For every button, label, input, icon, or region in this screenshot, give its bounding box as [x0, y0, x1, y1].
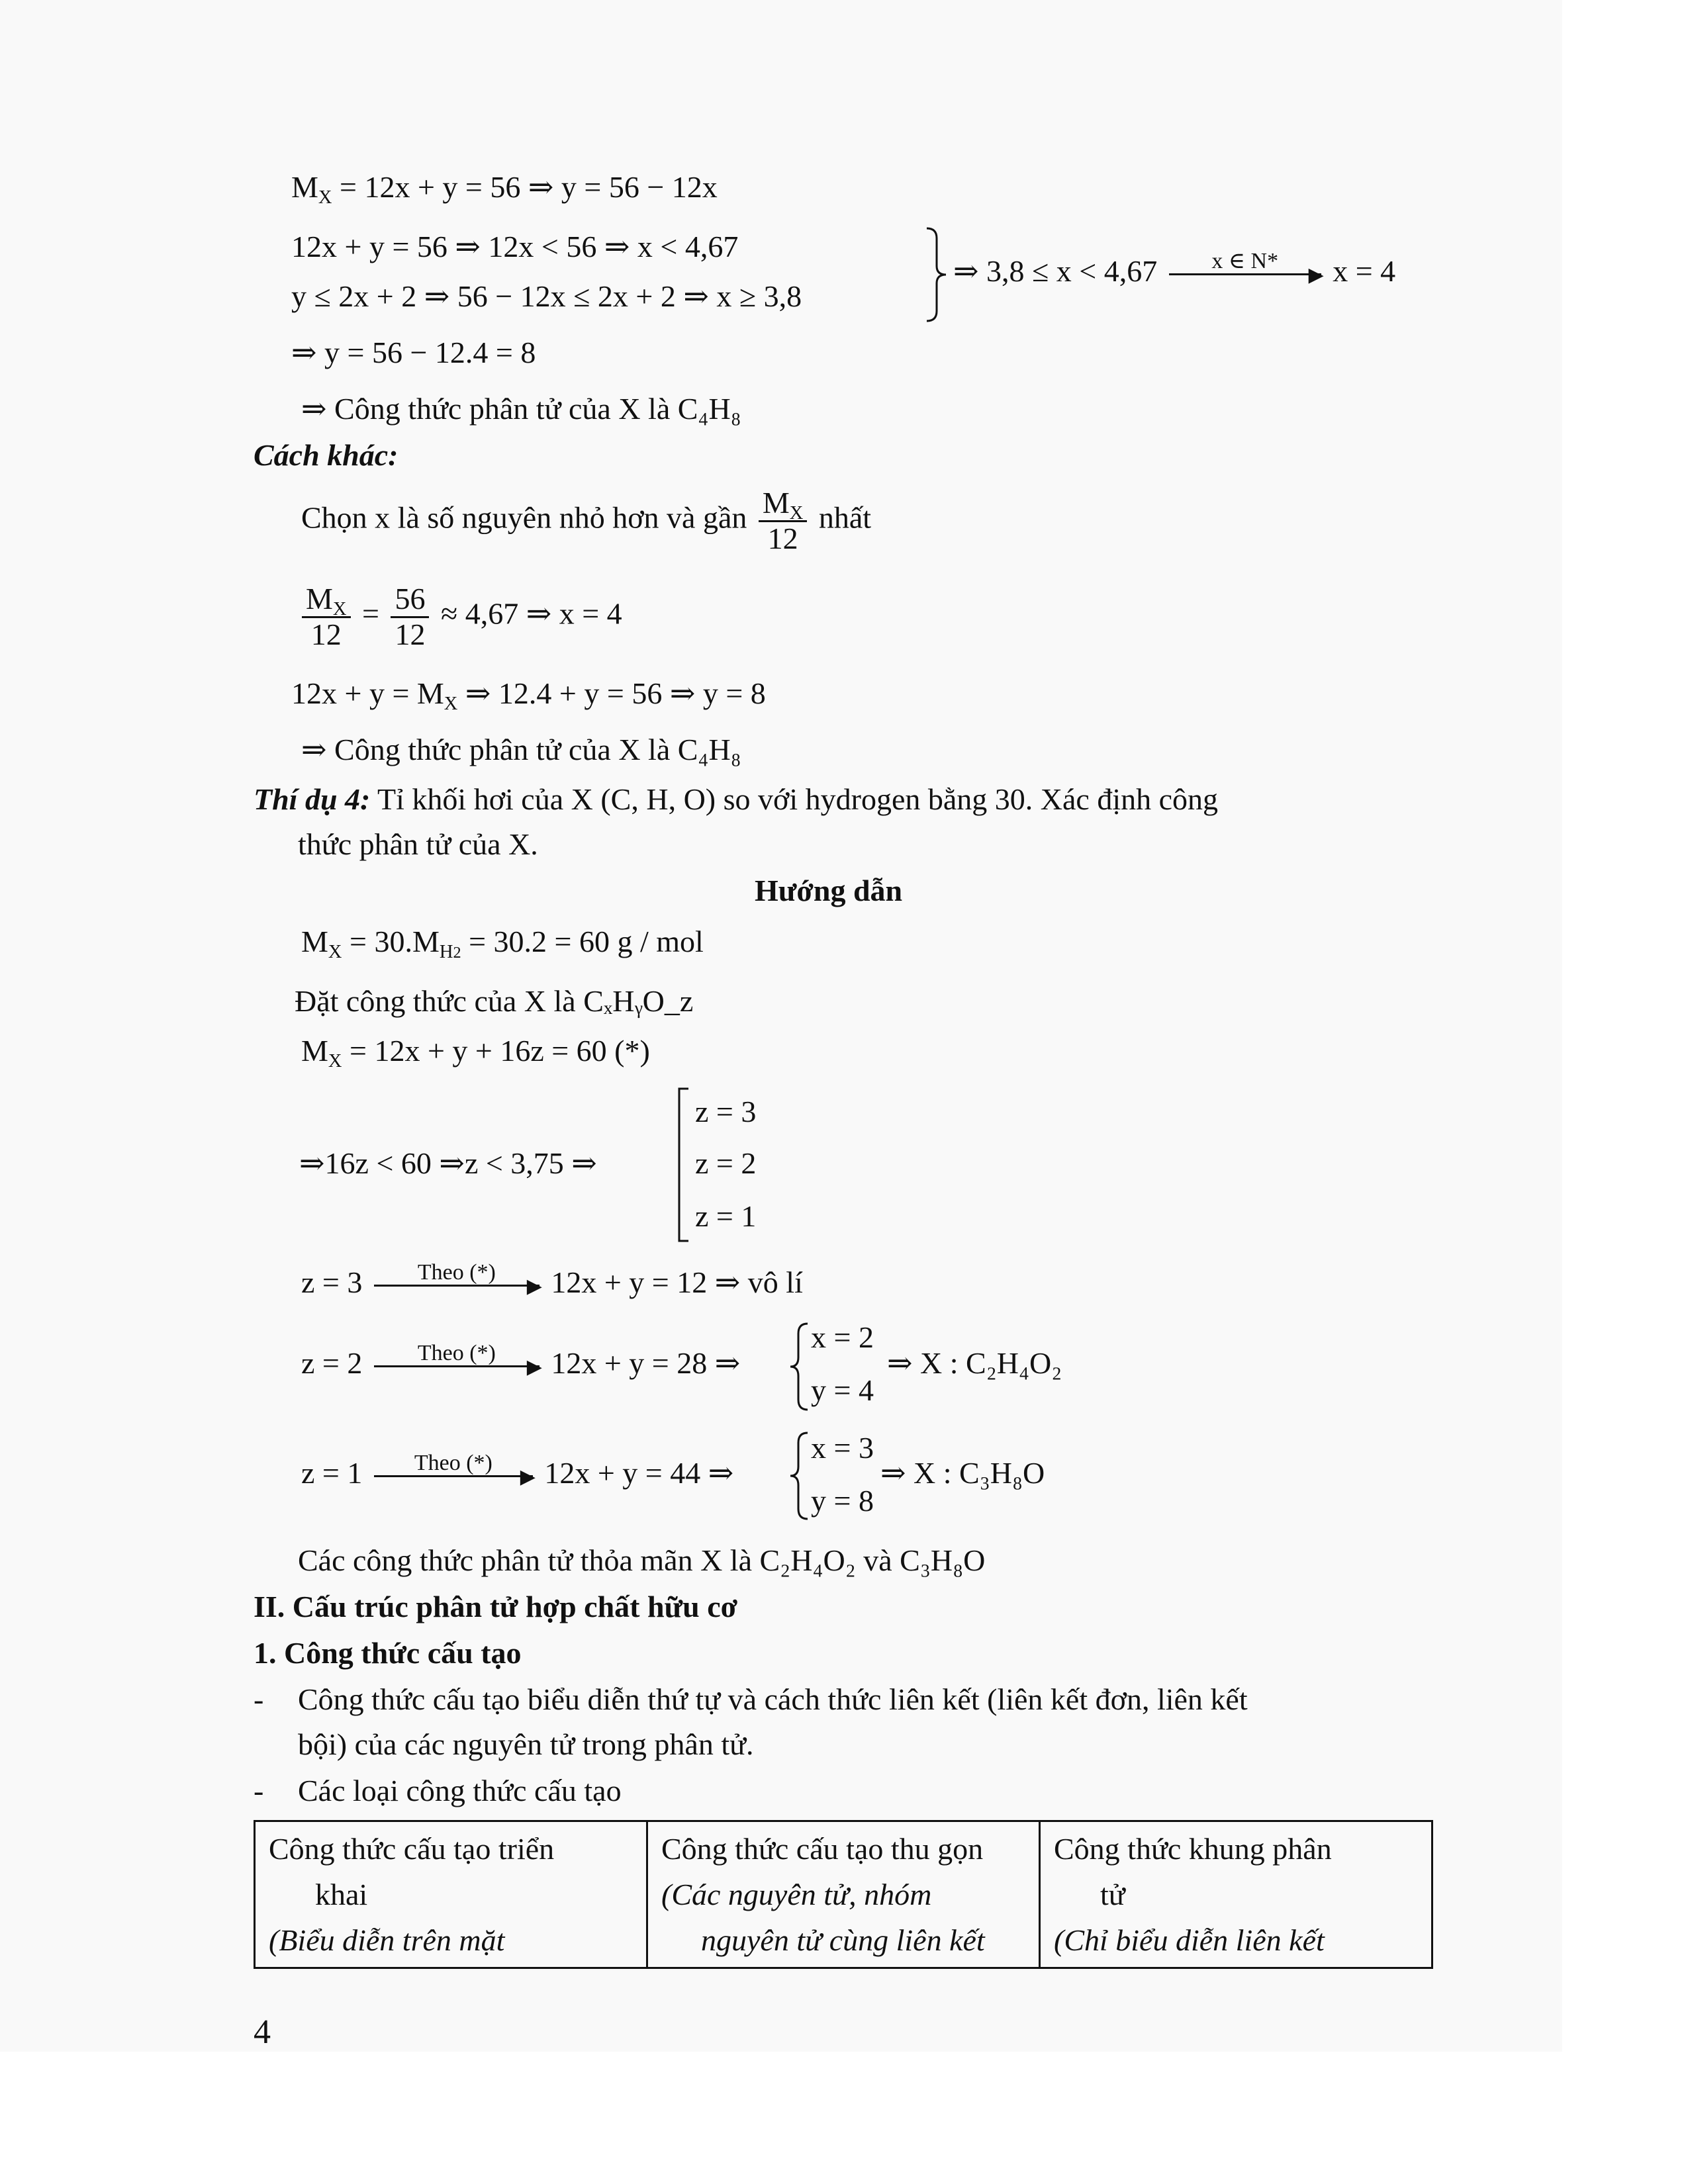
page-number: 4	[254, 2013, 271, 2051]
eq-conclusion: ⇒ 3,8 ≤ x < 4,67 x ∈ N* ▶ x = 4	[953, 248, 1396, 288]
bullet-1-line1: Công thức cấu tạo biểu diễn thứ tự và cách thức liên kết (liên kết đơn, liên kết	[298, 1682, 1248, 1716]
bullet-2: Các loại công thức cấu tạo	[298, 1774, 622, 1807]
eq-y-value: ⇒ y = 56 − 12.4 = 8	[291, 336, 536, 369]
fraction-approx-line: $\frac{M_X}{12}$ = $\frac{56}{12}$ ≈ 4,67 ⇒ x = 4	[298, 582, 622, 651]
result-line-2: ⇒ Công thức phân tử của X là C₄H₈	[301, 733, 741, 766]
theo-arrow-z2: Theo (*) ▶	[374, 1365, 539, 1367]
eq-bound-upper: 12x + y = 56 ⇒ 12x < 56 ⇒ x < 4,67	[291, 230, 739, 263]
eq-sum-line: $12x + y = M_X$ ⇒ 12.4 + y = 56 ⇒ y = 8	[291, 676, 766, 715]
left-brace-z1	[788, 1430, 812, 1522]
z2-result: ⇒ X : C₂H₄O₂	[887, 1346, 1062, 1380]
implies-arrow: x ∈ N* ▶	[1169, 273, 1321, 275]
z1-result: ⇒ X : C₃H₈O	[880, 1456, 1045, 1490]
eq-bound-lower: y ≤ 2x + 2 ⇒ 56 − 12x ≤ 2x + 2 ⇒ x ≥ 3,8	[291, 279, 802, 313]
example-4-line2: thức phân tử của X.	[298, 827, 538, 861]
final-formulas-line: Các công thức phân tử thỏa mãn X là C₂H₄O₂ và C₃H₈O	[298, 1543, 986, 1577]
theo-arrow-z3: Theo (*) ▶	[374, 1285, 539, 1287]
section-2-heading: II. Cấu trúc phân tử hợp chất hữu cơ	[254, 1590, 738, 1623]
left-brace-z2	[788, 1320, 812, 1413]
table-cell-condensed: Công thức cấu tạo thu gọn (Các nguyên tử, nhóm nguyên tử cùng liên kết	[647, 1821, 1040, 1968]
bullet-dash-1: -	[254, 1682, 264, 1716]
z1-line: z = 1 Theo (*) ▶ 12x + y = 44 ⇒	[301, 1450, 734, 1490]
subsection-1-heading: 1. Công thức cấu tạo	[254, 1636, 522, 1670]
z1-x: x = 3	[811, 1431, 874, 1465]
z1-y: y = 8	[811, 1484, 874, 1518]
table-cell-expanded: Công thức cấu tạo triển khai (Biểu diễn trên mặt	[255, 1821, 647, 1968]
eq-star-line: $M_X = 12x + y + 16z = 60$ (*)	[301, 1034, 650, 1072]
case-z3: z = 3	[695, 1095, 757, 1128]
set-formula-line: Đặt công thức của X là CₓHᵧO_z	[295, 984, 694, 1018]
bullet-1-line2: bội) của các nguyên tử trong phân tử.	[298, 1727, 754, 1761]
z2-y: y = 4	[811, 1373, 874, 1407]
right-brace	[923, 225, 950, 324]
z3-line: z = 3 Theo (*) ▶ 12x + y = 12 ⇒ vô lí	[301, 1259, 803, 1299]
left-bracket	[675, 1085, 691, 1244]
cach-khac-heading: Cách khác:	[254, 438, 399, 472]
example-4-line1: Thí dụ 4: Tỉ khối hơi của X (C, H, O) so với hydrogen bằng 30. Xác định công	[254, 782, 1219, 816]
case-z1: z = 1	[695, 1199, 757, 1233]
structure-formula-table	[254, 1820, 1433, 1969]
bullet-dash-2: -	[254, 1774, 264, 1807]
eq-mx-line: $M_X = 12x + y = 56$ ⇒ y = 56 − 12x	[291, 170, 718, 208]
theo-arrow-z1: Theo (*) ▶	[374, 1475, 533, 1477]
fraction-mx-12: $\frac{M_X}{12}$	[759, 486, 808, 555]
z2-x: x = 2	[811, 1320, 874, 1354]
result-line-1: ⇒ Công thức phân tử của X là C₄H₈	[301, 392, 741, 426]
z2-line: z = 2 Theo (*) ▶ 12x + y = 28 ⇒	[301, 1340, 741, 1380]
huong-dan-heading: Hướng dẫn	[755, 874, 903, 907]
case-z2: z = 2	[695, 1146, 757, 1180]
table-row	[255, 1821, 1432, 1968]
z-inequality-line: ⇒16z < 60 ⇒z < 3,75 ⇒	[299, 1146, 597, 1180]
choose-x-line: Chọn x là số nguyên nhỏ hơn và gần $\frac{M_X}{12}$ nhất	[301, 486, 872, 555]
molar-mass-line: $M_X = 30.M_{H2} = 30.2 = 60$ g / mol	[301, 925, 704, 963]
table-cell-skeletal: Công thức khung phân tử (Chỉ biểu diễn liên kết	[1040, 1821, 1432, 1968]
